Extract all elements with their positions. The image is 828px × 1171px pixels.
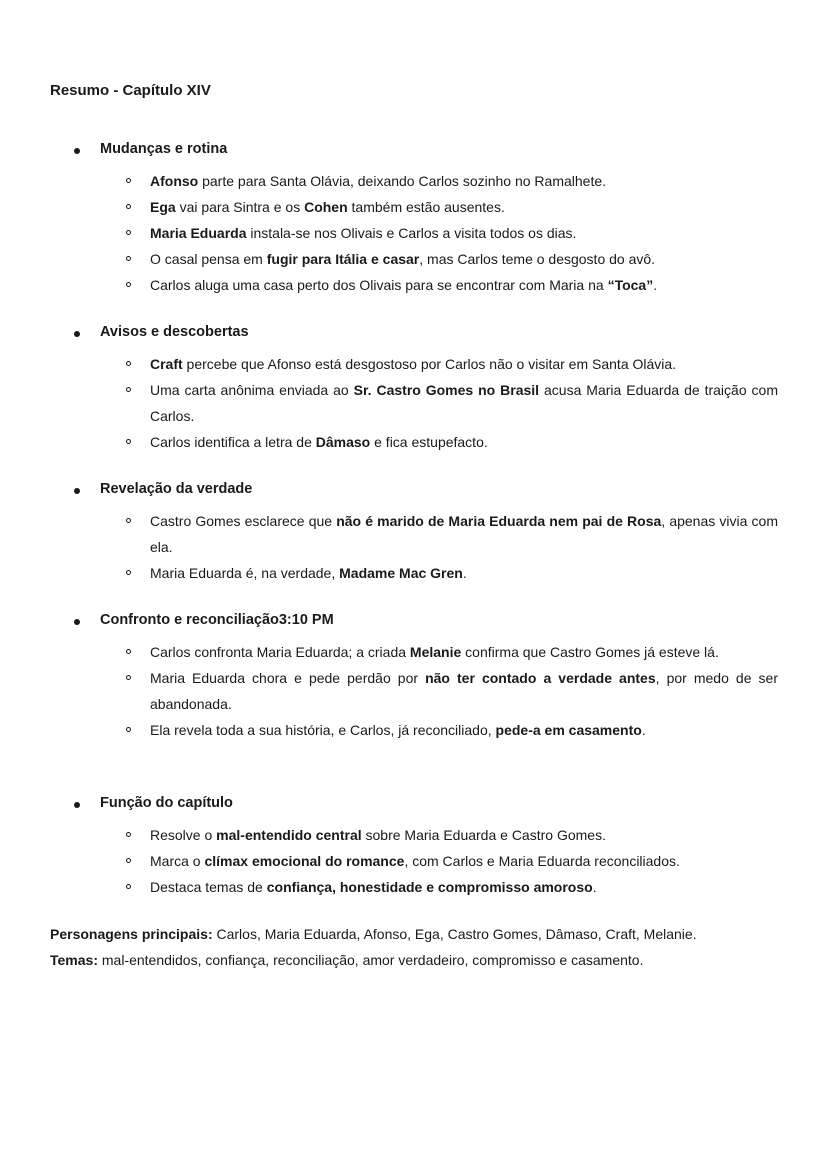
text-run: confirma que Castro Gomes já esteve lá. <box>461 644 719 660</box>
bold-text: Afonso <box>150 173 199 189</box>
text-run: sobre Maria Eduarda e Castro Gomes. <box>361 827 606 843</box>
list-item <box>0 272 828 298</box>
themes-line <box>50 947 778 973</box>
text-run: . <box>462 565 467 581</box>
text-run: acusa Maria Eduarda de traição com Carlos. <box>150 382 778 424</box>
text-run: também estão ausentes. <box>347 199 505 215</box>
bold-text: Melanie <box>409 644 462 660</box>
text-run: Marca o <box>150 853 205 869</box>
themes-text: mal-entendidos, confiança, reconciliação, amor verdadeiro, compromisso e casamento. <box>97 952 644 968</box>
text-run: Carlos confronta Maria Eduarda; a criada <box>150 644 410 660</box>
text-run: . <box>653 277 658 293</box>
characters-label: Personagens principais: <box>50 926 213 942</box>
text-run: instala-se nos Olivais e Carlos a visita todos os dias. <box>246 225 577 241</box>
text-run: . <box>592 879 597 895</box>
list-item <box>0 822 828 848</box>
text-run: parte para Santa Olávia, deixando Carlos sozinho no Ramalhete. <box>198 173 607 189</box>
list-item <box>0 351 828 377</box>
bold-text: Maria Eduarda <box>150 225 247 241</box>
bold-text: confiança, honestidade e compromisso amoroso <box>266 879 593 895</box>
list-item <box>0 508 828 560</box>
text-run: O casal pensa em <box>150 251 267 267</box>
list-item <box>0 220 828 246</box>
section-items <box>0 639 828 743</box>
bold-text: Dâmaso <box>315 434 371 450</box>
section-heading: Revelação da verdade <box>100 481 253 497</box>
section-items <box>0 822 828 900</box>
list-item <box>0 194 828 220</box>
list-item <box>0 848 828 874</box>
bold-text: mal-entendido central <box>216 827 362 843</box>
bold-text: Ega <box>150 199 176 215</box>
section-items <box>0 168 828 298</box>
text-run: Carlos identifica a letra de <box>150 434 316 450</box>
list-item <box>0 874 828 900</box>
section-heading: Confronto e reconciliação3:10 PM <box>100 612 334 628</box>
summary-footer <box>50 921 778 973</box>
bold-text: “Toca” <box>607 277 654 293</box>
bold-text: não é marido de Maria Eduarda nem pai de Rosa <box>336 513 662 529</box>
themes-label: Temas: <box>50 952 98 968</box>
bold-text: não ter contado a verdade antes <box>425 670 656 686</box>
text-run: e fica estupefacto. <box>370 434 488 450</box>
bold-text: Cohen <box>304 199 348 215</box>
bullet-dot <box>74 488 80 494</box>
section-heading: Mudanças e rotina <box>100 141 228 157</box>
text-run: Uma carta anônima enviada ao <box>150 382 354 398</box>
list-item <box>0 560 828 586</box>
characters-line <box>50 921 778 947</box>
list-item <box>0 665 828 717</box>
section-heading: Função do capítulo <box>100 795 233 811</box>
bold-text: Madame Mac Gren <box>339 565 463 581</box>
list-item <box>0 168 828 194</box>
bold-text: fugir para Itália e casar <box>266 251 420 267</box>
bullet-dot <box>74 619 80 625</box>
text-run: vai para Sintra e os <box>175 199 305 215</box>
bold-text: Craft <box>150 356 183 372</box>
text-run: Carlos aluga uma casa perto dos Olivais para se encontrar com Maria na <box>150 277 608 293</box>
section-items <box>0 351 828 455</box>
bullet-dot <box>74 331 80 337</box>
characters-text: Carlos, Maria Eduarda, Afonso, Ega, Castro Gomes, Dâmaso, Craft, Melanie. <box>212 926 697 942</box>
text-run: Resolve o <box>150 827 217 843</box>
list-item <box>0 377 828 429</box>
text-run: , apenas vivia com ela. <box>150 513 778 555</box>
text-run: , mas Carlos teme o desgosto do avô. <box>419 251 656 267</box>
list-item <box>0 717 828 743</box>
bold-text: pede-a em casamento <box>495 722 642 738</box>
page-title: Resumo - Capítulo XIV <box>50 82 211 99</box>
text-run: Maria Eduarda é, na verdade, <box>150 565 340 581</box>
bold-text: Sr. Castro Gomes no Brasil <box>353 382 540 398</box>
section-heading: Avisos e descobertas <box>100 324 249 340</box>
list-item <box>0 429 828 455</box>
text-run: , com Carlos e Maria Eduarda reconciliados. <box>404 853 680 869</box>
bold-text: clímax emocional do romance <box>204 853 405 869</box>
text-run: Maria Eduarda chora e pede perdão por <box>150 670 426 686</box>
text-run: percebe que Afonso está desgostoso por Carlos não o visitar em Santa Olávia. <box>182 356 677 372</box>
section-items <box>0 508 828 586</box>
list-item <box>0 246 828 272</box>
text-run: Castro Gomes esclarece que <box>150 513 337 529</box>
bullet-dot <box>74 802 80 808</box>
bullet-dot <box>74 148 80 154</box>
list-item <box>0 639 828 665</box>
text-run: Ela revela toda a sua história, e Carlos, já reconciliado, <box>150 722 496 738</box>
text-run: Destaca temas de <box>150 879 267 895</box>
text-run: . <box>641 722 646 738</box>
text-run: , por medo de ser abandonada. <box>150 670 778 712</box>
